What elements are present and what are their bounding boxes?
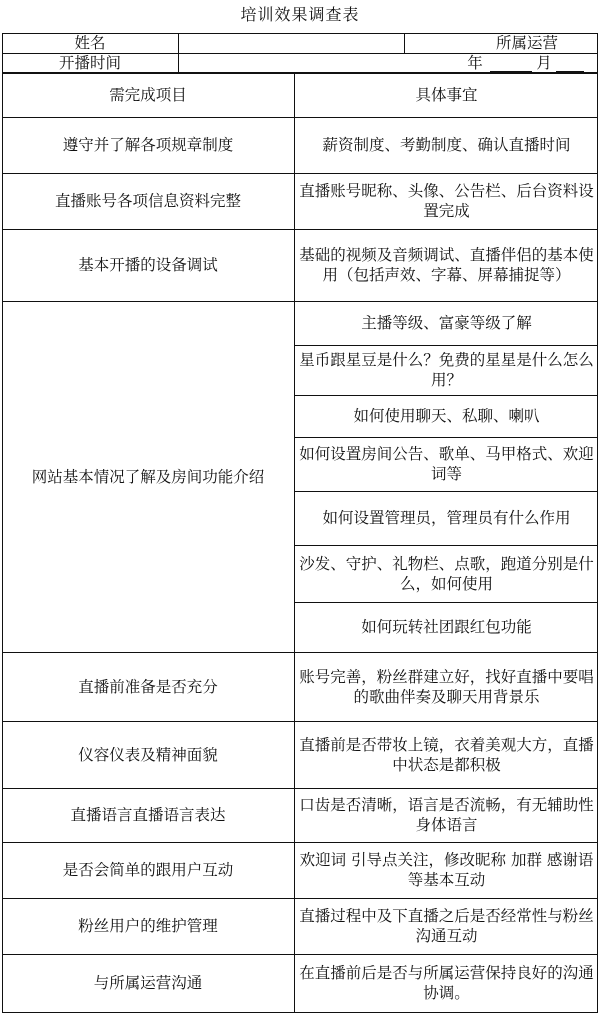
col-header-items: 需完成项目	[109, 86, 187, 104]
table-row-item: 与所属运营沟通	[93, 974, 203, 992]
table-row-detail: 如何设置管理员，管理员有什么作用	[322, 509, 571, 527]
table-row-detail: 如何玩转社团跟红包功能	[361, 618, 532, 636]
table-row-detail: 欢迎词 引导点关注，修改昵称 加群 感谢语等基本互动	[299, 851, 594, 889]
table-row-item: 网站基本情况了解及房间功能介绍	[31, 467, 265, 486]
table-row-item: 直播账号各项信息资料完整	[54, 192, 241, 210]
table-row-detail: 薪资制度、考勤制度、确认直播时间	[322, 136, 571, 154]
table-row-detail: 星币跟星豆是什么？免费的星星是什么怎么用？	[299, 351, 594, 389]
table-row-detail: 基础的视频及音频调试、直播伴侣的基本使用（包括声效、字幕、屏幕捕捉等）	[299, 246, 594, 284]
year-label: 年	[467, 54, 483, 72]
table-row-item: 遵守并了解各项规章制度	[62, 136, 234, 154]
table-row-detail: 口齿是否清晰，语言是否流畅，有无辅助性身体语言	[299, 796, 594, 834]
page-title: 培训效果调查表	[240, 5, 360, 24]
table-row-detail: 如何使用聊天、私聊、喇叭	[353, 407, 540, 425]
name-label: 姓名	[74, 34, 106, 52]
table-row-detail: 在直播前后是否与所属运营保持良好的沟通协调。	[299, 964, 594, 1002]
table-row-item: 直播前准备是否充分	[78, 677, 218, 696]
col-header-details: 具体事宜	[415, 86, 478, 104]
table-row-detail: 主播等级、富豪等级了解	[361, 314, 532, 332]
table-row-item: 仪容仪表及精神面貌	[78, 745, 218, 764]
year-blank[interactable]	[490, 71, 532, 72]
ops-label: 所属运营	[495, 34, 558, 52]
table-row-detail: 如何设置房间公告、歌单、马甲格式、欢迎词等	[299, 445, 594, 483]
name-field[interactable]	[179, 33, 404, 53]
table-row-detail: 账号完善，粉丝群建立好，找好直播中要唱的歌曲伴奏及聊天用背景乐	[299, 667, 594, 706]
table-row-item: 直播语言直播语言表达	[70, 806, 226, 824]
table-row-detail: 直播过程中及下直播之后是否经常性与粉丝沟通互动	[299, 907, 594, 945]
table-row-detail: 沙发、守护、礼物栏、点歌，跑道分别是什么，如何使用	[299, 554, 594, 593]
table-row-item: 基本开播的设备调试	[78, 256, 218, 274]
table-row-item: 粉丝用户的维护管理	[78, 917, 218, 935]
table-row-item: 是否会简单的跟用户互动	[62, 861, 234, 879]
table-row-detail: 直播前是否带妆上镜，衣着美观大方，直播中状态是都积极	[299, 735, 594, 774]
month-label: 月	[536, 54, 552, 72]
month-blank[interactable]	[556, 71, 584, 72]
table-row-detail: 直播账号昵称、头像、公告栏、后台资料设置完成	[299, 182, 594, 220]
start-time-label: 开播时间	[58, 54, 121, 72]
